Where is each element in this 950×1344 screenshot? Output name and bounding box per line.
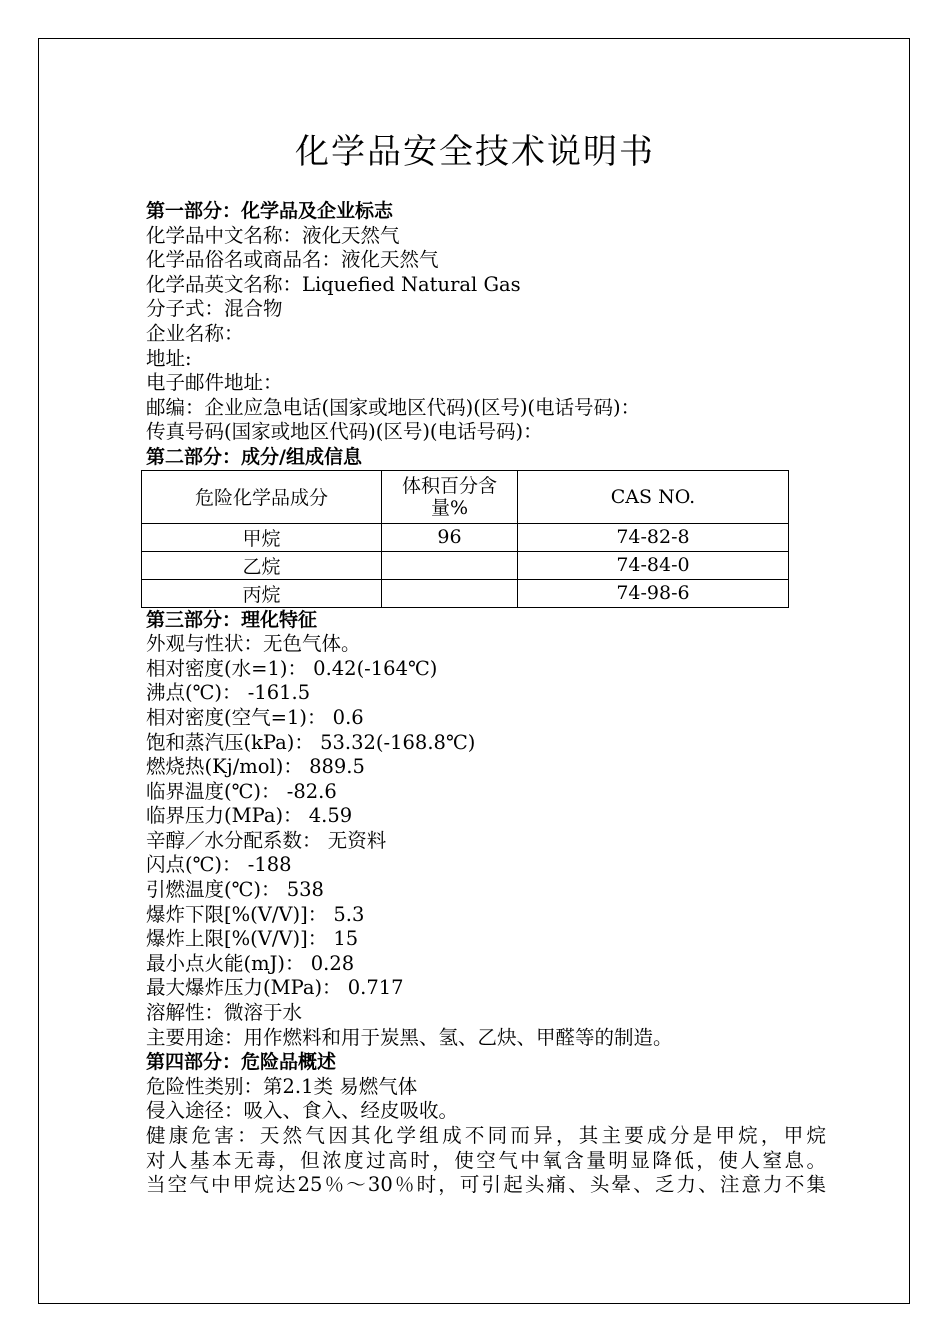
table-header-cell: CAS NO. (517, 470, 788, 523)
property-upper-explosive-limit: 爆炸上限[%(V/V)]： 15 (146, 927, 359, 951)
field-company-name: 企业名称： (146, 321, 244, 345)
property-solubility: 溶解性：微溶于水 (146, 1001, 303, 1025)
health-hazard-line: 对人基本无毒，但浓度过高时，使空气中氧含量明显降低，使人窒息。 (146, 1148, 826, 1172)
section-heading-part4: 第四部分：危险品概述 (146, 1051, 337, 1074)
property-lower-explosive-limit: 爆炸下限[%(V/V)]： 5.3 (146, 902, 365, 926)
table-row (142, 579, 789, 607)
property-ignition-temperature: 引燃温度(℃)： 538 (146, 878, 324, 902)
entry-routes: 侵入途径：吸入、食入、经皮吸收。 (146, 1099, 459, 1123)
table-cell: 74-82-8 (517, 523, 788, 551)
section-heading-part1: 第一部分：化学品及企业标志 (146, 200, 394, 222)
field-common-name: 化学品俗名或商品名：液化天然气 (146, 248, 439, 272)
property-appearance: 外观与性状：无色气体。 (146, 632, 361, 656)
table-cell (382, 579, 518, 607)
field-english-name: 化学品英文名称：Liquefied Natural Gas (146, 272, 521, 296)
table-header-cell-text: 体积百分含量% (401, 474, 497, 519)
table-cell: 丙烷 (142, 579, 382, 607)
table-cell: 乙烷 (142, 551, 382, 579)
table-row (142, 523, 789, 551)
property-relative-density-water: 相对密度(水=1)： 0.42(-164℃) (146, 656, 438, 680)
field-email: 电子邮件地址： (146, 371, 283, 395)
field-postcode-emergency-phone: 邮编：企业应急电话(国家或地区代码)(区号)(电话号码)： (146, 395, 641, 419)
table-header-row (142, 470, 789, 523)
table-cell (382, 551, 518, 579)
table-cell: 96 (382, 523, 518, 551)
table-cell: 74-98-6 (517, 579, 788, 607)
hazard-category: 危险性类别：第2.1类 易燃气体 (146, 1074, 418, 1098)
health-hazard-line: 健康危害：天然气因其化学组成不同而异，其主要成分是甲烷，甲烷 (146, 1124, 826, 1147)
table-cell: 甲烷 (142, 523, 382, 551)
table-header-cell (382, 470, 518, 523)
property-flash-point: 闪点(℃)： -188 (146, 853, 292, 877)
field-molecular-formula: 分子式：混合物 (146, 297, 283, 321)
property-max-explosion-pressure: 最大爆炸压力(MPa)： 0.717 (146, 976, 404, 1000)
section-heading-part3: 第三部分：理化特征 (146, 608, 318, 631)
property-critical-temperature: 临界温度(℃)： -82.6 (146, 779, 337, 803)
health-hazard-line: 当空气中甲烷达25％～30％时，可引起头痛、头晕、乏力、注意力不集 (146, 1173, 826, 1197)
property-heat-of-combustion: 燃烧热(Kj/mol)： 889.5 (146, 755, 365, 779)
property-main-uses: 主要用途：用作燃料和用于炭黑、氢、乙炔、甲醛等的制造。 (146, 1025, 673, 1049)
property-critical-pressure: 临界压力(MPa)： 4.59 (146, 804, 353, 828)
property-relative-density-air: 相对密度(空气=1)： 0.6 (146, 705, 364, 729)
field-chinese-name: 化学品中文名称：液化天然气 (146, 223, 400, 247)
property-min-ignition-energy: 最小点火能(mJ)： 0.28 (146, 951, 355, 975)
document-title: 化学品安全技术说明书 (295, 132, 655, 172)
table-row (142, 551, 789, 579)
property-vapor-pressure: 饱和蒸汽压(kPa)： 53.32(-168.8℃) (146, 730, 476, 754)
property-boiling-point: 沸点(℃)： -161.5 (146, 681, 311, 705)
property-partition-coefficient: 辛醇／水分配系数： 无资料 (146, 828, 387, 852)
composition-table (141, 470, 789, 608)
table-cell: 74-84-0 (517, 551, 788, 579)
table-header-cell: 危险化学品成分 (142, 470, 382, 523)
section-heading-part2: 第二部分：成分/组成信息 (146, 445, 362, 468)
document-body (146, 199, 826, 1198)
field-address: 地址: (146, 346, 192, 370)
field-fax: 传真号码(国家或地区代码)(区号)(电话号码)： (146, 420, 543, 444)
